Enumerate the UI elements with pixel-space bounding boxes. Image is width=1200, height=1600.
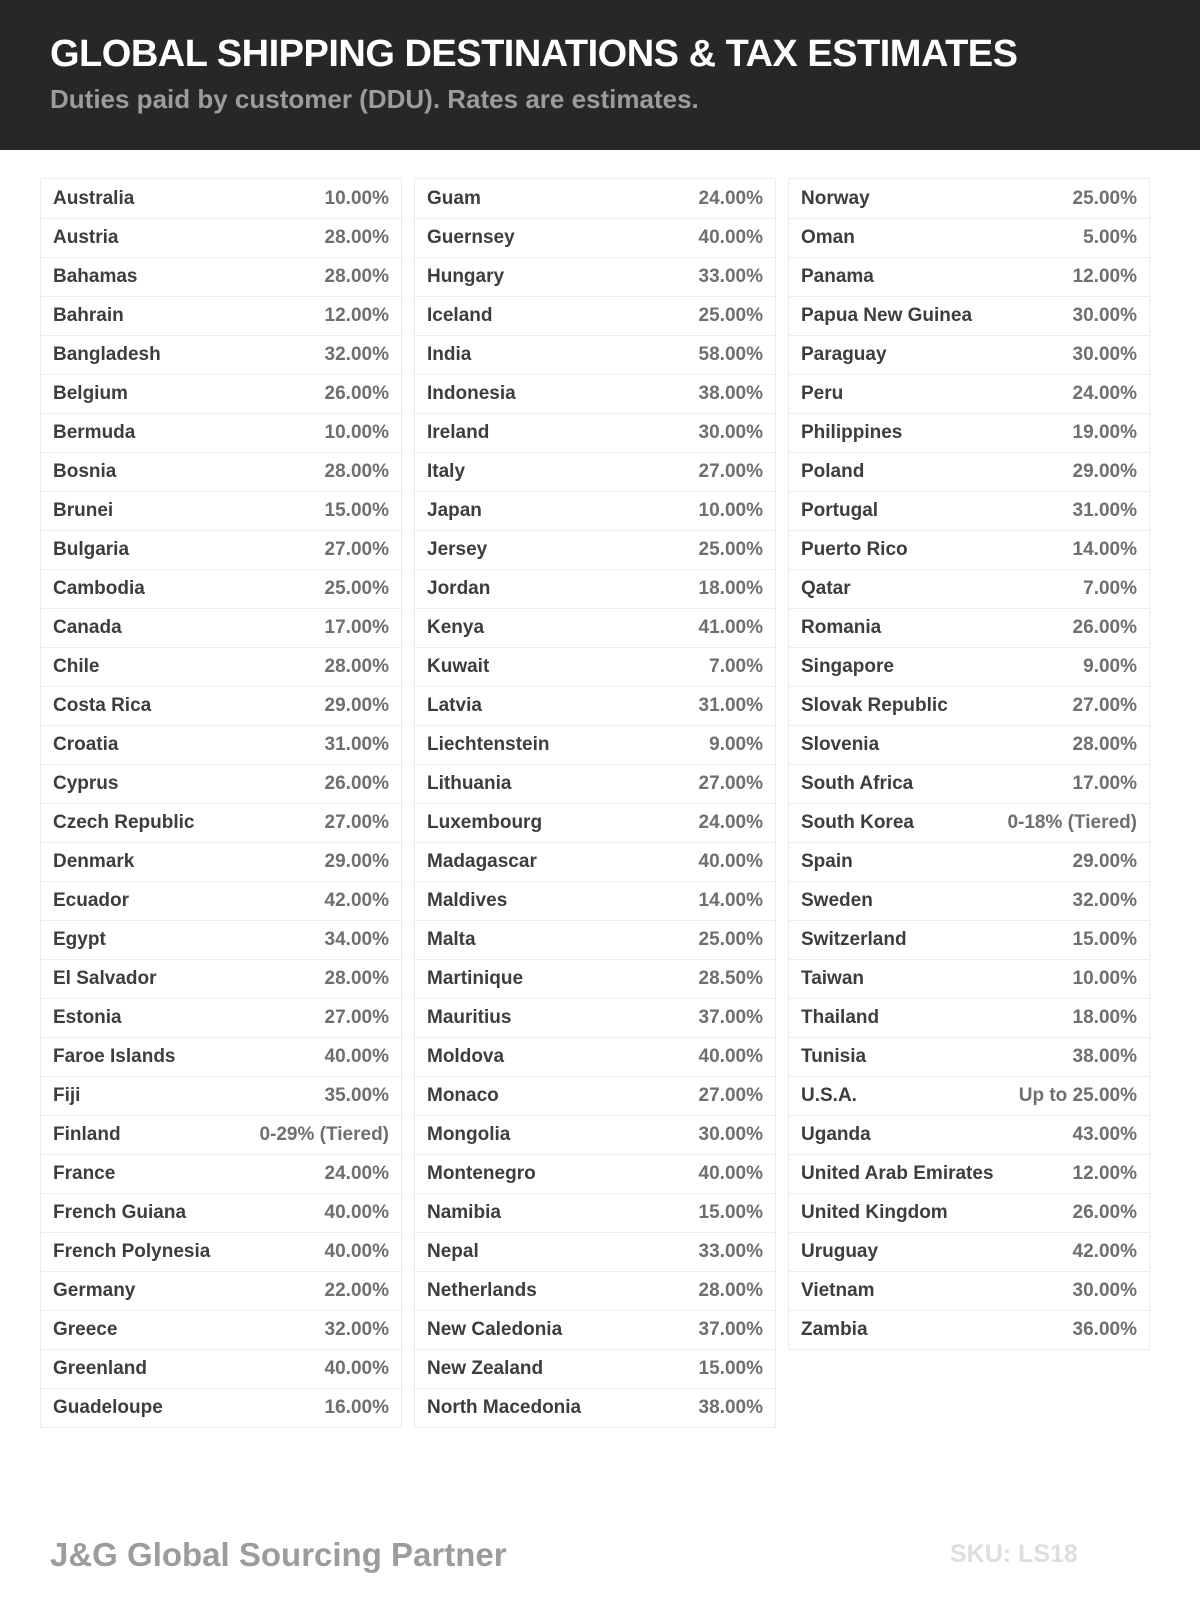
country-name: Philippines <box>801 422 903 443</box>
country-name: Mongolia <box>427 1124 511 1145</box>
country-name: Latvia <box>427 695 482 716</box>
tax-rate: 41.00% <box>698 617 763 638</box>
tax-rate: 32.00% <box>1072 890 1137 911</box>
table-row <box>415 218 775 257</box>
country-name: Taiwan <box>801 968 864 989</box>
tax-rate: 28.00% <box>698 1280 763 1301</box>
tax-rate: 40.00% <box>324 1241 389 1262</box>
table-row <box>41 725 401 764</box>
table-row <box>41 764 401 803</box>
country-name: Bahamas <box>53 266 138 287</box>
tax-rate: 5.00% <box>1083 227 1137 248</box>
tax-rate: 30.00% <box>1072 305 1137 326</box>
table-row <box>789 1193 1149 1232</box>
table-row <box>41 1271 401 1310</box>
tax-rate: 37.00% <box>698 1319 763 1340</box>
tax-rate: 28.00% <box>1072 734 1137 755</box>
country-name: United Kingdom <box>801 1202 948 1223</box>
tax-rate: 28.00% <box>324 461 389 482</box>
country-name: Slovak Republic <box>801 695 948 716</box>
tax-rate: 32.00% <box>324 1319 389 1340</box>
table-row <box>415 686 775 725</box>
tax-rate: 31.00% <box>324 734 389 755</box>
table-row <box>41 218 401 257</box>
table-row <box>41 179 401 218</box>
table-row <box>789 1115 1149 1154</box>
tax-rate: 29.00% <box>1072 851 1137 872</box>
footer-sku: SKU: LS18 <box>950 1540 1078 1568</box>
table-row <box>41 413 401 452</box>
country-name: Mauritius <box>427 1007 512 1028</box>
table-row <box>415 1076 775 1115</box>
table-row <box>415 764 775 803</box>
table-row <box>415 179 775 218</box>
country-name: Slovenia <box>801 734 880 755</box>
tax-rate: 15.00% <box>698 1358 763 1379</box>
tax-rate: 15.00% <box>698 1202 763 1223</box>
table-row <box>415 413 775 452</box>
country-name: Uruguay <box>801 1241 879 1262</box>
table-row <box>789 1232 1149 1271</box>
table-row <box>415 1193 775 1232</box>
country-name: Faroe Islands <box>53 1046 176 1067</box>
tax-rate: 33.00% <box>698 1241 763 1262</box>
country-name: Thailand <box>801 1007 880 1028</box>
table-row <box>789 530 1149 569</box>
tax-rate: 40.00% <box>324 1358 389 1379</box>
page-header <box>0 0 1200 150</box>
country-name: Greece <box>53 1319 118 1340</box>
table-row <box>415 842 775 881</box>
page-title: GLOBAL SHIPPING DESTINATIONS & TAX ESTIMATES <box>50 33 1018 75</box>
country-name: Puerto Rico <box>801 539 908 560</box>
country-name: Spain <box>801 851 853 872</box>
country-name: Uganda <box>801 1124 871 1145</box>
table-row <box>415 998 775 1037</box>
tax-rate: 17.00% <box>1072 773 1137 794</box>
country-name: Portugal <box>801 500 879 521</box>
tax-rate: 12.00% <box>1072 1163 1137 1184</box>
country-name: Iceland <box>427 305 493 326</box>
country-name: Tunisia <box>801 1046 867 1067</box>
country-name: Jersey <box>427 539 488 560</box>
footer-brand: J&G Global Sourcing Partner <box>50 1536 507 1573</box>
table-row <box>41 647 401 686</box>
table-row <box>41 335 401 374</box>
tax-rate: 24.00% <box>698 812 763 833</box>
table-row <box>41 608 401 647</box>
country-name: French Polynesia <box>53 1241 211 1262</box>
table-row <box>789 686 1149 725</box>
tax-rate: 40.00% <box>698 1163 763 1184</box>
tax-rate: 7.00% <box>709 656 763 677</box>
tax-rate: 40.00% <box>324 1202 389 1223</box>
country-name: Monaco <box>427 1085 499 1106</box>
country-name: Kenya <box>427 617 485 638</box>
country-name: Bermuda <box>53 422 136 443</box>
tax-rate: 36.00% <box>1072 1319 1137 1340</box>
tax-rate: 35.00% <box>324 1085 389 1106</box>
tax-rate: 29.00% <box>324 695 389 716</box>
tax-rate: 22.00% <box>324 1280 389 1301</box>
country-name: South Korea <box>801 812 914 833</box>
country-name: Paraguay <box>801 344 887 365</box>
tax-rate: 40.00% <box>324 1046 389 1067</box>
country-name: Bulgaria <box>53 539 130 560</box>
country-name: Italy <box>427 461 466 482</box>
table-row <box>41 1154 401 1193</box>
table-row <box>415 530 775 569</box>
tax-rate: 42.00% <box>324 890 389 911</box>
table-row <box>41 1310 401 1349</box>
tax-rate: Up to 25.00% <box>1018 1085 1137 1106</box>
country-name: Peru <box>801 383 844 404</box>
tax-rate: 28.00% <box>324 968 389 989</box>
table-row <box>789 1310 1149 1349</box>
tax-rate: 32.00% <box>324 344 389 365</box>
table-row <box>415 335 775 374</box>
tax-rate: 27.00% <box>698 773 763 794</box>
tax-rate: 58.00% <box>698 344 763 365</box>
country-name: Qatar <box>801 578 851 599</box>
table-row <box>789 1154 1149 1193</box>
table-row <box>41 1388 401 1427</box>
table-row <box>415 725 775 764</box>
country-name: Switzerland <box>801 929 907 950</box>
country-name: Costa Rica <box>53 695 152 716</box>
tax-rate: 28.50% <box>698 968 763 989</box>
tax-rate: 26.00% <box>1072 1202 1137 1223</box>
table-row <box>41 257 401 296</box>
country-name: Maldives <box>427 890 508 911</box>
country-name: Netherlands <box>427 1280 537 1301</box>
table-row <box>415 491 775 530</box>
tax-rate: 38.00% <box>1072 1046 1137 1067</box>
country-name: Jordan <box>427 578 491 599</box>
table-row <box>415 452 775 491</box>
country-name: Egypt <box>53 929 106 950</box>
table-row <box>789 725 1149 764</box>
table-row <box>41 1076 401 1115</box>
tax-rate: 25.00% <box>698 929 763 950</box>
country-name: Greenland <box>53 1358 147 1379</box>
country-name: North Macedonia <box>427 1397 582 1418</box>
tax-rate: 26.00% <box>1072 617 1137 638</box>
tax-rate: 10.00% <box>1072 968 1137 989</box>
tax-rate: 14.00% <box>698 890 763 911</box>
table-row <box>789 842 1149 881</box>
table-row <box>415 1349 775 1388</box>
tax-rate: 38.00% <box>698 1397 763 1418</box>
table-row <box>415 569 775 608</box>
tax-rate: 24.00% <box>324 1163 389 1184</box>
table-row <box>789 569 1149 608</box>
tax-rate: 29.00% <box>324 851 389 872</box>
table-row <box>415 374 775 413</box>
table-row <box>41 1232 401 1271</box>
country-name: South Africa <box>801 773 914 794</box>
country-name: Cyprus <box>53 773 119 794</box>
country-name: United Arab Emirates <box>801 1163 994 1184</box>
country-name: Fiji <box>53 1085 81 1106</box>
tax-table-column-1 <box>40 178 402 1428</box>
country-name: Brunei <box>53 500 114 521</box>
country-name: Guam <box>427 187 481 209</box>
tax-rate: 27.00% <box>698 461 763 482</box>
country-name: Ecuador <box>53 890 130 911</box>
country-name: Kuwait <box>427 656 490 677</box>
table-row <box>789 296 1149 335</box>
table-row <box>789 920 1149 959</box>
tax-rate: 40.00% <box>698 227 763 248</box>
table-row <box>41 881 401 920</box>
tax-rate: 25.00% <box>324 578 389 599</box>
tax-rate: 28.00% <box>324 656 389 677</box>
table-row <box>415 1310 775 1349</box>
tax-rate: 7.00% <box>1083 578 1137 599</box>
tax-rate: 24.00% <box>1072 383 1137 404</box>
tax-rate: 31.00% <box>1072 500 1137 521</box>
country-name: Czech Republic <box>53 812 195 833</box>
country-name: Chile <box>53 656 100 677</box>
tax-rate: 38.00% <box>698 383 763 404</box>
country-name: Norway <box>801 187 870 209</box>
country-name: Canada <box>53 617 122 638</box>
tax-table-column-3 <box>788 178 1150 1350</box>
table-row <box>415 803 775 842</box>
table-row <box>41 452 401 491</box>
table-row <box>789 959 1149 998</box>
tax-rate: 0-18% (Tiered) <box>1007 812 1137 833</box>
country-name: Liechtenstein <box>427 734 550 755</box>
table-row <box>41 530 401 569</box>
tax-rate: 16.00% <box>324 1397 389 1418</box>
country-name: Estonia <box>53 1007 122 1028</box>
country-name: Cambodia <box>53 578 145 599</box>
tax-rate: 10.00% <box>324 187 389 209</box>
tax-rate: 10.00% <box>324 422 389 443</box>
country-name: Singapore <box>801 656 894 677</box>
table-row <box>41 1349 401 1388</box>
tax-rate: 27.00% <box>324 539 389 560</box>
country-name: Finland <box>53 1124 121 1145</box>
table-row <box>789 881 1149 920</box>
country-name: Denmark <box>53 851 135 872</box>
country-name: New Zealand <box>427 1358 544 1379</box>
country-name: Guernsey <box>427 227 515 248</box>
country-name: France <box>53 1163 116 1184</box>
table-row <box>415 608 775 647</box>
tax-rate: 25.00% <box>1072 187 1137 209</box>
country-name: Austria <box>53 227 119 248</box>
tax-rate: 40.00% <box>698 851 763 872</box>
country-name: Poland <box>801 461 865 482</box>
table-row <box>789 374 1149 413</box>
tax-rate: 9.00% <box>709 734 763 755</box>
tax-rate: 26.00% <box>324 773 389 794</box>
table-row <box>789 1271 1149 1310</box>
table-row <box>41 1037 401 1076</box>
table-row <box>415 920 775 959</box>
country-name: Belgium <box>53 383 128 404</box>
country-name: Sweden <box>801 890 873 911</box>
country-name: Croatia <box>53 734 119 755</box>
table-row <box>415 647 775 686</box>
country-name: Malta <box>427 929 476 950</box>
country-name: Montenegro <box>427 1163 536 1184</box>
country-name: Guadeloupe <box>53 1397 163 1418</box>
tax-rate: 25.00% <box>698 539 763 560</box>
table-row <box>41 491 401 530</box>
table-row <box>789 218 1149 257</box>
tax-rate: 27.00% <box>324 812 389 833</box>
country-name: India <box>427 344 472 365</box>
country-name: El Salvador <box>53 968 157 989</box>
page-subtitle: Duties paid by customer (DDU). Rates are estimates. <box>50 83 699 114</box>
country-name: Namibia <box>427 1202 501 1223</box>
tax-rate: 15.00% <box>1072 929 1137 950</box>
country-name: Romania <box>801 617 882 638</box>
tax-rate: 37.00% <box>698 1007 763 1028</box>
country-name: U.S.A. <box>801 1085 857 1106</box>
country-name: New Caledonia <box>427 1319 563 1340</box>
country-name: Ireland <box>427 422 490 443</box>
tax-rate: 34.00% <box>324 929 389 950</box>
table-row <box>41 842 401 881</box>
table-row <box>415 1037 775 1076</box>
tax-rate: 27.00% <box>1072 695 1137 716</box>
country-name: Japan <box>427 500 482 521</box>
table-row <box>41 686 401 725</box>
country-name: Panama <box>801 266 874 287</box>
tax-rate: 12.00% <box>324 305 389 326</box>
tax-rate: 30.00% <box>698 1124 763 1145</box>
tax-rate: 28.00% <box>324 227 389 248</box>
country-name: French Guiana <box>53 1202 187 1223</box>
country-name: Bahrain <box>53 305 124 326</box>
tax-rate: 12.00% <box>1072 266 1137 287</box>
tax-rate: 27.00% <box>324 1007 389 1028</box>
table-row <box>789 179 1149 218</box>
tax-table <box>40 178 1150 1428</box>
table-row <box>789 1076 1149 1115</box>
tax-rate: 43.00% <box>1072 1124 1137 1145</box>
tax-rate: 25.00% <box>698 305 763 326</box>
tax-rate: 15.00% <box>324 500 389 521</box>
table-row <box>415 1388 775 1427</box>
table-row <box>415 1271 775 1310</box>
tax-rate: 0-29% (Tiered) <box>259 1124 389 1145</box>
table-row <box>415 1232 775 1271</box>
table-row <box>415 1154 775 1193</box>
table-row <box>789 803 1149 842</box>
country-name: Oman <box>801 227 855 248</box>
table-row <box>789 491 1149 530</box>
table-row <box>41 803 401 842</box>
tax-rate: 30.00% <box>1072 1280 1137 1301</box>
table-row <box>789 764 1149 803</box>
table-row <box>415 296 775 335</box>
country-name: Papua New Guinea <box>801 305 973 326</box>
table-row <box>415 257 775 296</box>
country-name: Bangladesh <box>53 344 161 365</box>
country-name: Germany <box>53 1280 136 1301</box>
table-row <box>415 881 775 920</box>
country-name: Hungary <box>427 266 505 287</box>
tax-rate: 19.00% <box>1072 422 1137 443</box>
tax-rate: 26.00% <box>324 383 389 404</box>
table-row <box>41 296 401 335</box>
country-name: Martinique <box>427 968 524 989</box>
table-row <box>415 959 775 998</box>
tax-rate: 33.00% <box>698 266 763 287</box>
tax-rate: 30.00% <box>1072 344 1137 365</box>
tax-rate: 31.00% <box>698 695 763 716</box>
country-name: Moldova <box>427 1046 505 1067</box>
table-row <box>789 1037 1149 1076</box>
table-row <box>41 920 401 959</box>
country-name: Lithuania <box>427 773 512 794</box>
table-row <box>789 608 1149 647</box>
tax-rate: 10.00% <box>698 500 763 521</box>
country-name: Vietnam <box>801 1280 875 1301</box>
table-row <box>789 452 1149 491</box>
table-row <box>41 374 401 413</box>
table-row <box>41 1193 401 1232</box>
table-row <box>41 1115 401 1154</box>
tax-rate: 17.00% <box>324 617 389 638</box>
tax-rate: 27.00% <box>698 1085 763 1106</box>
country-name: Australia <box>53 187 135 209</box>
tax-rate: 9.00% <box>1083 656 1137 677</box>
country-name: Madagascar <box>427 851 537 872</box>
tax-rate: 18.00% <box>698 578 763 599</box>
tax-rate: 40.00% <box>698 1046 763 1067</box>
table-row <box>789 647 1149 686</box>
tax-rate: 24.00% <box>698 187 763 209</box>
tax-rate: 28.00% <box>324 266 389 287</box>
tax-rate: 42.00% <box>1072 1241 1137 1262</box>
tax-rate: 14.00% <box>1072 539 1137 560</box>
table-row <box>41 959 401 998</box>
tax-rate: 29.00% <box>1072 461 1137 482</box>
table-row <box>789 257 1149 296</box>
tax-rate: 30.00% <box>698 422 763 443</box>
table-row <box>415 1115 775 1154</box>
table-row <box>789 998 1149 1037</box>
country-name: Bosnia <box>53 461 117 482</box>
table-row <box>789 413 1149 452</box>
country-name: Luxembourg <box>427 812 543 833</box>
table-row <box>41 998 401 1037</box>
table-row <box>41 569 401 608</box>
country-name: Indonesia <box>427 383 516 404</box>
tax-rate: 18.00% <box>1072 1007 1137 1028</box>
tax-table-column-2 <box>414 178 776 1428</box>
country-name: Nepal <box>427 1241 479 1262</box>
table-row <box>789 335 1149 374</box>
country-name: Zambia <box>801 1319 868 1340</box>
